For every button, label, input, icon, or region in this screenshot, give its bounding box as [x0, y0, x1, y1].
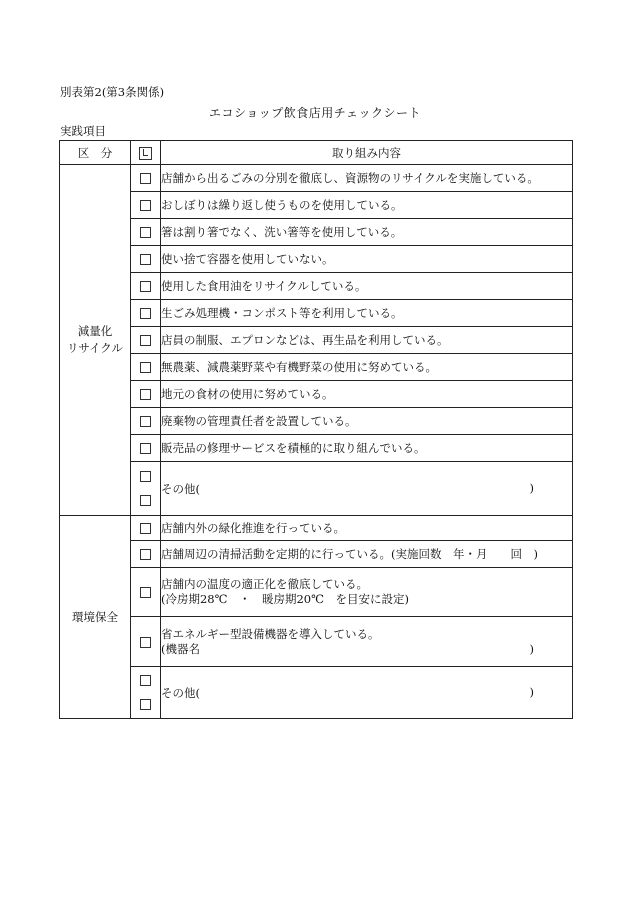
checked-box-icon — [139, 147, 152, 160]
item-text: 使用した食用油をリサイクルしている。 — [161, 273, 573, 300]
checkbox-cell[interactable] — [131, 273, 161, 300]
item-text: おしぼりは繰り返し使うものを使用している。 — [161, 192, 573, 219]
checkbox[interactable] — [140, 523, 151, 534]
checkbox-cell[interactable] — [131, 381, 161, 408]
checkbox[interactable] — [140, 254, 151, 265]
section-label: 実践項目 — [60, 124, 106, 138]
checkbox-cell[interactable] — [131, 192, 161, 219]
table-row — [60, 617, 573, 667]
checkbox[interactable] — [140, 495, 151, 506]
checkbox-cell[interactable] — [131, 435, 161, 462]
other-close: ) — [529, 480, 534, 495]
header-content: 取り組み内容 — [161, 141, 573, 165]
table-row — [60, 568, 573, 617]
category-label: 環境保全 — [72, 609, 118, 624]
header-check — [131, 141, 161, 165]
table-row — [60, 381, 573, 408]
table-row — [60, 219, 573, 246]
other-item — [161, 462, 573, 516]
checkbox[interactable] — [140, 362, 151, 373]
table-row — [60, 516, 573, 541]
item-text: 店舗内の温度の適正化を徹底している。 — [161, 577, 368, 591]
category-label: リサイクル — [67, 341, 123, 355]
item-text: (機器名 — [161, 641, 200, 656]
checkbox[interactable] — [140, 416, 151, 427]
item-text: 箸は割り箸でなく、洗い箸等を使用している。 — [161, 219, 573, 246]
item-text: 店舗から出るごみの分別を徹底し、資源物のリサイクルを実施している。 — [161, 165, 573, 192]
table-row — [60, 541, 573, 568]
checkbox[interactable] — [140, 699, 151, 710]
item-text: 廃棄物の管理責任者を設置している。 — [161, 408, 573, 435]
checkbox[interactable] — [140, 200, 151, 211]
item-text: 店員の制服、エプロンなどは、再生品を利用している。 — [161, 327, 573, 354]
checkbox[interactable] — [140, 675, 151, 686]
table-row-other — [60, 667, 573, 719]
checkbox[interactable] — [140, 587, 151, 598]
eco-checklist-table — [59, 140, 573, 719]
item-text: 店舗内外の緑化推進を行っている。 — [161, 516, 573, 541]
item-close: ) — [529, 641, 534, 656]
item-text: 店舗周辺の清掃活動を定期的に行っている。(実施回数 年・月 回 ) — [161, 541, 573, 568]
item-text: 使い捨て容器を使用していない。 — [161, 246, 573, 273]
checkbox[interactable] — [140, 173, 151, 184]
table-row — [60, 408, 573, 435]
header-category: 区 分 — [60, 141, 131, 165]
checkbox-cell[interactable] — [131, 568, 161, 617]
document-reference: 別表第2(第3条関係) — [60, 85, 165, 99]
table-row — [60, 192, 573, 219]
checkbox-cell[interactable] — [131, 541, 161, 568]
table-row — [60, 165, 573, 192]
checkbox[interactable] — [140, 281, 151, 292]
category-environment — [60, 516, 131, 719]
checkbox-cell[interactable] — [131, 246, 161, 273]
checkbox[interactable] — [140, 471, 151, 482]
table-row — [60, 246, 573, 273]
item-text: (冷房期28℃ ・ 暖房期20℃ を目安に設定) — [161, 592, 409, 606]
checkbox[interactable] — [140, 335, 151, 346]
checkbox-cell[interactable] — [131, 165, 161, 192]
checkbox[interactable] — [140, 637, 151, 648]
checkbox[interactable] — [140, 308, 151, 319]
checkbox-cell[interactable] — [131, 516, 161, 541]
checkbox[interactable] — [140, 549, 151, 560]
category-reduce-recycle — [60, 165, 131, 516]
item-text: 地元の食材の使用に努めている。 — [161, 381, 573, 408]
item-text: 無農薬、減農薬野菜や有機野菜の使用に努めている。 — [161, 354, 573, 381]
checkbox[interactable] — [140, 227, 151, 238]
item-text: 省エネルギー型設備機器を導入している。 — [161, 626, 380, 641]
checkbox[interactable] — [140, 389, 151, 400]
item-text: 生ごみ処理機・コンポスト等を利用している。 — [161, 300, 573, 327]
item-text-energy — [161, 617, 573, 667]
table-row — [60, 327, 573, 354]
checkbox-cell[interactable] — [131, 219, 161, 246]
checkbox-cell[interactable] — [131, 300, 161, 327]
other-item — [161, 667, 573, 719]
document-title: エコショップ飲食店用チェックシート — [209, 106, 421, 120]
checkbox-cell[interactable] — [131, 462, 161, 516]
table-row-other — [60, 462, 573, 516]
checkbox-cell[interactable] — [131, 617, 161, 667]
checkbox-cell[interactable] — [131, 408, 161, 435]
table-row — [60, 273, 573, 300]
checkbox-cell[interactable] — [131, 327, 161, 354]
checkbox[interactable] — [140, 443, 151, 454]
table-row — [60, 300, 573, 327]
item-text: 販売品の修理サービスを積極的に取り組んでいる。 — [161, 435, 573, 462]
header-row — [60, 141, 573, 165]
table-row — [60, 435, 573, 462]
checkbox-cell[interactable] — [131, 354, 161, 381]
category-label: 減量化 — [77, 324, 113, 338]
other-close: ) — [529, 684, 534, 699]
table-row — [60, 354, 573, 381]
checkbox-cell[interactable] — [131, 667, 161, 719]
other-label: その他( — [161, 481, 200, 496]
other-label: その他( — [161, 685, 200, 700]
item-text-temperature — [161, 568, 573, 617]
